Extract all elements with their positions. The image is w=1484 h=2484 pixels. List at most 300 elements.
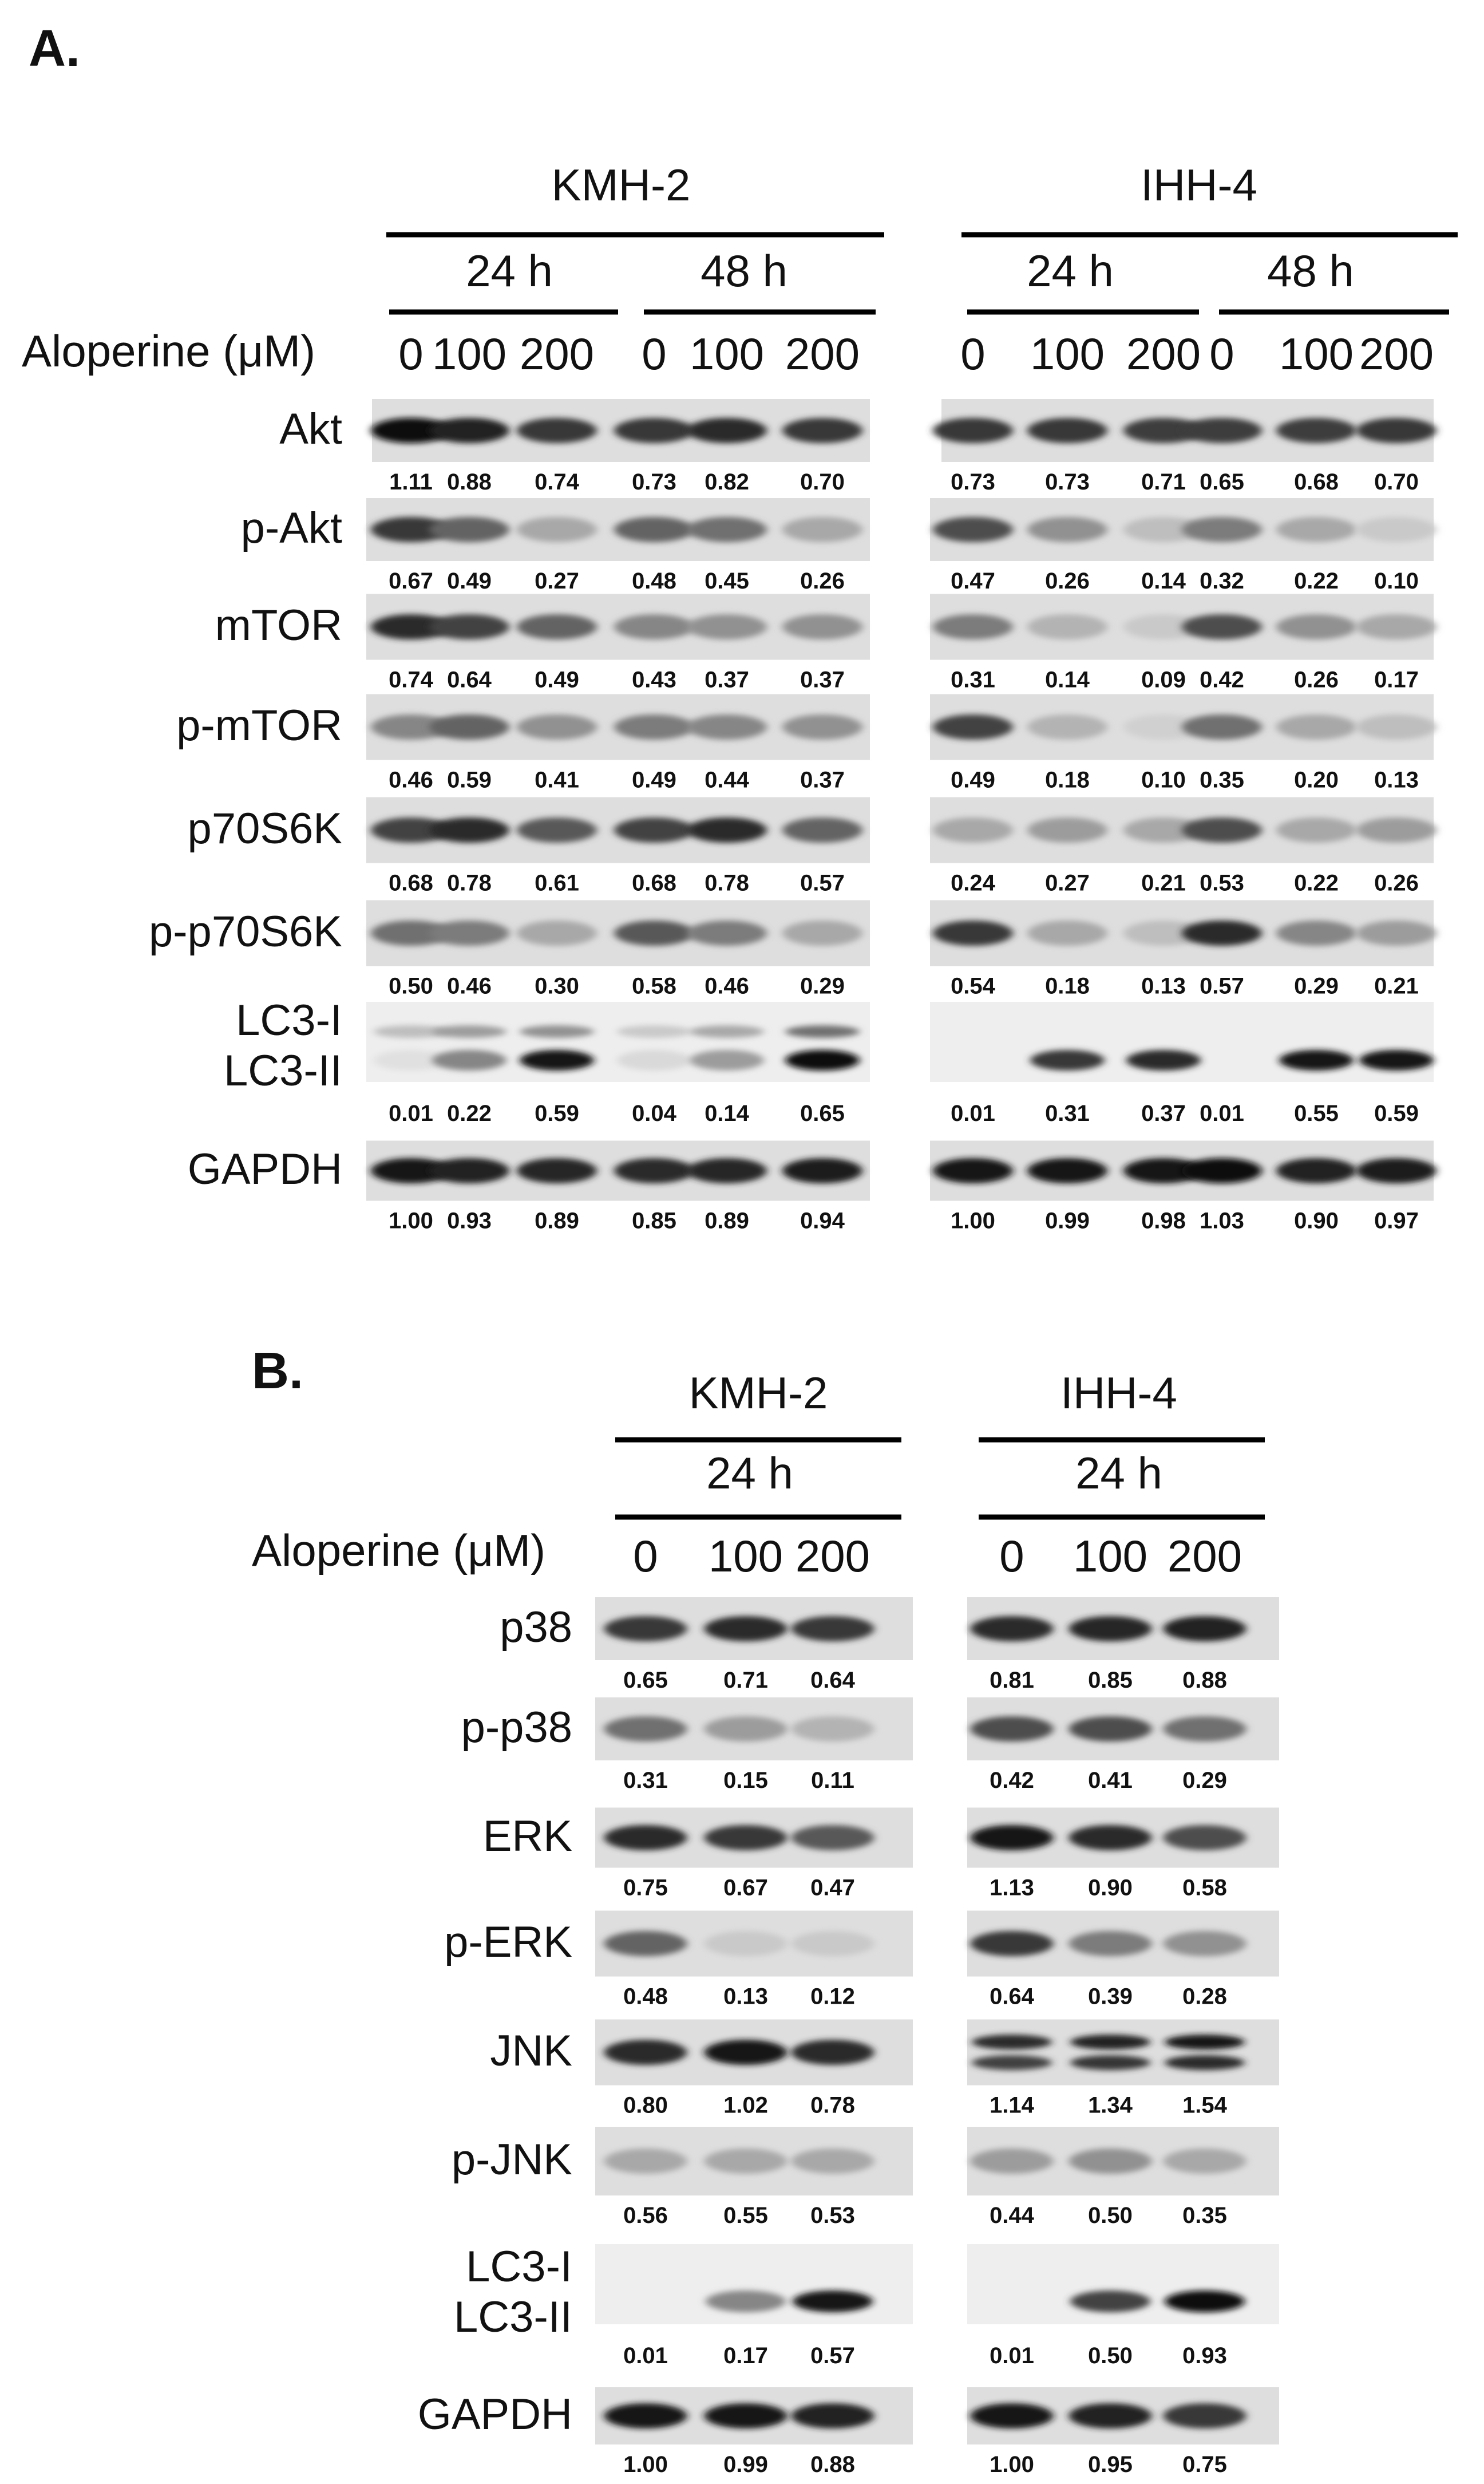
densitometry-value: 0.24 bbox=[951, 870, 995, 896]
densitometry-value: 0.37 bbox=[705, 667, 749, 693]
densitometry-value: 0.93 bbox=[447, 1208, 492, 1234]
densitometry-value: 0.26 bbox=[1045, 568, 1090, 594]
densitometry-value: 0.20 bbox=[1294, 767, 1339, 793]
densitometry-value: 0.55 bbox=[723, 2203, 768, 2228]
band bbox=[1276, 614, 1356, 639]
band bbox=[687, 614, 767, 639]
densitometry-value: 0.29 bbox=[1182, 1768, 1227, 1793]
densitometry-value: 0.47 bbox=[951, 568, 995, 594]
densitometry-value: 0.21 bbox=[1374, 973, 1419, 999]
band bbox=[1164, 1616, 1246, 1641]
lc3-label: LC3-I bbox=[236, 996, 342, 1045]
densitometry-value: 0.45 bbox=[705, 568, 749, 594]
band bbox=[1276, 418, 1356, 443]
protein-label-p-p70s6k: p-p70S6K bbox=[148, 907, 342, 956]
band bbox=[1356, 818, 1436, 843]
band bbox=[1027, 418, 1107, 443]
protein-label-mtor: mTOR bbox=[215, 601, 342, 650]
band bbox=[614, 418, 694, 443]
densitometry-value: 0.70 bbox=[1374, 469, 1419, 495]
band bbox=[1069, 1931, 1152, 1956]
densitometry-value: 0.90 bbox=[1088, 1875, 1133, 1901]
dose-label: 100 bbox=[689, 329, 765, 379]
densitometry-value: 0.80 bbox=[623, 2092, 668, 2118]
protein-label-p-jnk: p-JNK bbox=[451, 2135, 572, 2184]
band bbox=[604, 1616, 687, 1641]
densitometry-value: 0.13 bbox=[723, 1984, 768, 2009]
band-lc3-i bbox=[520, 1025, 594, 1038]
densitometry-value: 0.48 bbox=[623, 1984, 668, 2009]
densitometry-value: 0.48 bbox=[632, 568, 676, 594]
densitometry-value: 0.78 bbox=[705, 870, 749, 896]
band bbox=[1164, 1825, 1246, 1850]
densitometry-value: 0.18 bbox=[1045, 973, 1090, 999]
band bbox=[782, 517, 862, 542]
densitometry-value: 0.64 bbox=[810, 1668, 855, 1693]
band bbox=[604, 2149, 687, 2174]
band bbox=[792, 2403, 874, 2428]
band bbox=[1027, 614, 1107, 639]
dose-label: 200 bbox=[1126, 329, 1201, 379]
densitometry-value: 1.34 bbox=[1088, 2092, 1133, 2118]
densitometry-value: 0.37 bbox=[800, 767, 845, 793]
timepoint-24h: 24 h bbox=[706, 1448, 793, 1498]
densitometry-value: 0.93 bbox=[1182, 2343, 1227, 2368]
protein-label-jnk: JNK bbox=[490, 2027, 572, 2075]
densitometry-value: 0.81 bbox=[990, 1668, 1034, 1693]
band bbox=[792, 1825, 874, 1850]
densitometry-value: 0.17 bbox=[1374, 667, 1419, 693]
band bbox=[972, 2035, 1052, 2049]
densitometry-value: 0.39 bbox=[1088, 1984, 1133, 2009]
densitometry-value: 0.59 bbox=[1374, 1101, 1419, 1126]
band bbox=[687, 714, 767, 740]
band bbox=[429, 1158, 509, 1183]
band bbox=[687, 418, 767, 443]
densitometry-value: 0.73 bbox=[632, 469, 676, 495]
densitometry-value: 0.46 bbox=[705, 973, 749, 999]
densitometry-value: 0.46 bbox=[447, 973, 492, 999]
densitometry-value: 0.54 bbox=[951, 973, 995, 999]
densitometry-value: 1.03 bbox=[1200, 1208, 1244, 1234]
densitometry-value: 0.90 bbox=[1294, 1208, 1339, 1234]
densitometry-value: 0.18 bbox=[1045, 767, 1090, 793]
densitometry-value: 0.99 bbox=[723, 2452, 768, 2477]
protein-label-akt: Akt bbox=[279, 405, 342, 453]
protein-label-p38: p38 bbox=[500, 1603, 572, 1652]
densitometry-value: 0.12 bbox=[810, 1984, 855, 2009]
densitometry-value: 0.89 bbox=[535, 1208, 579, 1234]
densitometry-value: 0.65 bbox=[623, 1668, 668, 1693]
densitometry-value: 0.78 bbox=[810, 2092, 855, 2118]
band bbox=[687, 517, 767, 542]
band bbox=[1356, 714, 1436, 740]
densitometry-value: 0.95 bbox=[1088, 2452, 1133, 2477]
densitometry-value: 1.00 bbox=[623, 2452, 668, 2477]
densitometry-value: 0.88 bbox=[447, 469, 492, 495]
band bbox=[517, 614, 597, 639]
band bbox=[782, 1158, 862, 1183]
band bbox=[1182, 714, 1262, 740]
dose-label: 0 bbox=[398, 329, 424, 379]
densitometry-value: 1.00 bbox=[990, 2452, 1034, 2477]
densitometry-value: 0.42 bbox=[1200, 667, 1244, 693]
densitometry-value: 0.26 bbox=[1294, 667, 1339, 693]
densitometry-value: 0.50 bbox=[1088, 2203, 1133, 2228]
band bbox=[971, 1716, 1054, 1741]
dose-label: 0 bbox=[999, 1531, 1024, 1581]
band bbox=[971, 1825, 1054, 1850]
band bbox=[1027, 517, 1107, 542]
band bbox=[933, 418, 1013, 443]
protein-label-p-erk: p-ERK bbox=[444, 1918, 572, 1966]
densitometry-value: 0.57 bbox=[1200, 973, 1244, 999]
band bbox=[429, 614, 509, 639]
densitometry-value: 0.49 bbox=[951, 767, 995, 793]
protein-label-p-mtor: p-mTOR bbox=[176, 701, 342, 750]
densitometry-value: 0.46 bbox=[389, 767, 433, 793]
densitometry-value: 0.37 bbox=[800, 667, 845, 693]
band bbox=[1069, 2403, 1152, 2428]
band-lc3-i bbox=[690, 1025, 764, 1038]
cell-line-kmh2: KMH-2 bbox=[551, 160, 691, 210]
band bbox=[517, 921, 597, 946]
band bbox=[1276, 921, 1356, 946]
band-lc3-ii bbox=[520, 1050, 594, 1071]
densitometry-value: 0.04 bbox=[632, 1101, 676, 1126]
densitometry-value: 1.13 bbox=[990, 1875, 1034, 1901]
band bbox=[792, 2149, 874, 2174]
band bbox=[1027, 921, 1107, 946]
densitometry-value: 0.01 bbox=[990, 2343, 1034, 2368]
blot-strip bbox=[967, 2244, 1279, 2324]
densitometry-value: 0.50 bbox=[1088, 2343, 1133, 2368]
densitometry-value: 0.98 bbox=[1141, 1208, 1186, 1234]
densitometry-value: 1.00 bbox=[951, 1208, 995, 1234]
densitometry-value: 0.31 bbox=[1045, 1101, 1090, 1126]
densitometry-value: 0.15 bbox=[723, 1768, 768, 1793]
band bbox=[517, 517, 597, 542]
band-lc3-ii bbox=[1165, 2291, 1245, 2312]
dose-label: 200 bbox=[785, 329, 860, 379]
band bbox=[1356, 418, 1436, 443]
band-lc3-ii bbox=[617, 1050, 691, 1071]
densitometry-value: 0.43 bbox=[632, 667, 676, 693]
densitometry-value: 0.59 bbox=[447, 767, 492, 793]
densitometry-value: 0.99 bbox=[1045, 1208, 1090, 1234]
band bbox=[782, 818, 862, 843]
densitometry-value: 0.27 bbox=[535, 568, 579, 594]
densitometry-value: 0.09 bbox=[1141, 667, 1186, 693]
band-lc3-ii bbox=[1359, 1050, 1434, 1071]
densitometry-value: 0.57 bbox=[810, 2343, 855, 2368]
band-lc3-ii bbox=[1070, 2291, 1150, 2312]
band bbox=[1182, 818, 1262, 843]
band bbox=[1164, 2149, 1246, 2174]
band bbox=[971, 2403, 1054, 2428]
band bbox=[1027, 818, 1107, 843]
densitometry-value: 0.22 bbox=[1294, 870, 1339, 896]
band bbox=[517, 714, 597, 740]
band bbox=[1356, 614, 1436, 639]
densitometry-value: 0.10 bbox=[1374, 568, 1419, 594]
densitometry-value: 0.21 bbox=[1141, 870, 1186, 896]
densitometry-value: 0.67 bbox=[723, 1875, 768, 1901]
band-lc3-i bbox=[617, 1025, 691, 1038]
dose-label: 0 bbox=[960, 329, 986, 379]
protein-label-gapdh: GAPDH bbox=[417, 2390, 572, 2439]
band bbox=[1276, 714, 1356, 740]
band bbox=[782, 921, 862, 946]
densitometry-value: 0.29 bbox=[800, 973, 845, 999]
densitometry-value: 0.10 bbox=[1141, 767, 1186, 793]
band bbox=[1069, 1716, 1152, 1741]
densitometry-value: 0.85 bbox=[632, 1208, 676, 1234]
densitometry-value: 0.61 bbox=[535, 870, 579, 896]
band bbox=[1182, 418, 1262, 443]
band bbox=[705, 1716, 787, 1741]
densitometry-value: 0.01 bbox=[1200, 1101, 1244, 1126]
densitometry-value: 0.30 bbox=[535, 973, 579, 999]
lc3-label: LC3-I bbox=[466, 2242, 572, 2291]
band bbox=[1356, 517, 1436, 542]
blot-strip bbox=[967, 2020, 1279, 2086]
densitometry-value: 1.54 bbox=[1182, 2092, 1227, 2118]
band bbox=[614, 921, 694, 946]
band bbox=[792, 1931, 874, 1956]
band bbox=[971, 1931, 1054, 1956]
densitometry-value: 0.31 bbox=[951, 667, 995, 693]
densitometry-value: 0.82 bbox=[705, 469, 749, 495]
band bbox=[1069, 1616, 1152, 1641]
densitometry-value: 1.02 bbox=[723, 2092, 768, 2118]
densitometry-value: 0.11 bbox=[811, 1768, 854, 1793]
band bbox=[1356, 921, 1436, 946]
band bbox=[1027, 1158, 1107, 1183]
densitometry-value: 0.37 bbox=[1141, 1101, 1186, 1126]
band bbox=[705, 2040, 787, 2065]
densitometry-value: 0.28 bbox=[1182, 1984, 1227, 2009]
band bbox=[614, 614, 694, 639]
dose-label: 0 bbox=[642, 329, 667, 379]
band bbox=[933, 517, 1013, 542]
densitometry-value: 1.14 bbox=[990, 2092, 1034, 2118]
band bbox=[705, 2403, 787, 2428]
band bbox=[705, 1616, 787, 1641]
dose-label: 100 bbox=[1030, 329, 1105, 379]
densitometry-value: 0.94 bbox=[800, 1208, 845, 1234]
dose-label: 200 bbox=[1167, 1531, 1242, 1581]
band-lc3-ii bbox=[432, 1050, 506, 1071]
band bbox=[614, 818, 694, 843]
densitometry-value: 0.41 bbox=[1088, 1768, 1133, 1793]
densitometry-value: 0.67 bbox=[389, 568, 433, 594]
band bbox=[614, 1158, 694, 1183]
densitometry-value: 0.68 bbox=[1294, 469, 1339, 495]
densitometry-value: 0.01 bbox=[389, 1101, 433, 1126]
band bbox=[792, 2040, 874, 2065]
band bbox=[1164, 1931, 1246, 1956]
densitometry-value: 0.85 bbox=[1088, 1668, 1133, 1693]
densitometry-value: 1.11 bbox=[389, 469, 433, 495]
lc3-ii-label: LC3-II bbox=[454, 2293, 572, 2341]
band bbox=[1164, 1716, 1246, 1741]
densitometry-value: 0.53 bbox=[810, 2203, 855, 2228]
band bbox=[971, 2149, 1054, 2174]
band bbox=[604, 2403, 687, 2428]
band-lc3-ii bbox=[793, 2291, 873, 2312]
densitometry-value: 1.00 bbox=[389, 1208, 433, 1234]
densitometry-value: 0.74 bbox=[535, 469, 579, 495]
densitometry-value: 0.32 bbox=[1200, 568, 1244, 594]
band bbox=[517, 818, 597, 843]
densitometry-value: 0.47 bbox=[810, 1875, 855, 1901]
densitometry-value: 0.01 bbox=[623, 2343, 668, 2368]
band-lc3-ii bbox=[785, 1050, 860, 1071]
densitometry-value: 0.44 bbox=[705, 767, 749, 793]
band bbox=[705, 1931, 787, 1956]
densitometry-value: 0.73 bbox=[1045, 469, 1090, 495]
densitometry-value: 0.74 bbox=[389, 667, 433, 693]
treatment-label: Aloperine (μM) bbox=[252, 1525, 546, 1575]
densitometry-value: 0.49 bbox=[447, 568, 492, 594]
blot-strip bbox=[366, 1002, 870, 1082]
band bbox=[614, 517, 694, 542]
densitometry-value: 0.73 bbox=[951, 469, 995, 495]
band bbox=[782, 418, 862, 443]
cell-line-kmh2: KMH-2 bbox=[688, 1368, 828, 1418]
densitometry-value: 0.89 bbox=[705, 1208, 749, 1234]
band bbox=[1276, 1158, 1356, 1183]
protein-label-p-akt: p-Akt bbox=[240, 504, 342, 552]
densitometry-value: 0.68 bbox=[389, 870, 433, 896]
densitometry-value: 0.41 bbox=[535, 767, 579, 793]
band bbox=[933, 614, 1013, 639]
dose-label: 100 bbox=[1279, 329, 1354, 379]
densitometry-value: 0.64 bbox=[447, 667, 492, 693]
band bbox=[1182, 614, 1262, 639]
densitometry-value: 0.58 bbox=[632, 973, 676, 999]
protein-label-gapdh: GAPDH bbox=[187, 1145, 342, 1194]
band bbox=[517, 1158, 597, 1183]
dose-label: 0 bbox=[1209, 329, 1234, 379]
band bbox=[971, 1616, 1054, 1641]
densitometry-value: 0.55 bbox=[1294, 1101, 1339, 1126]
densitometry-value: 0.22 bbox=[1294, 568, 1339, 594]
densitometry-value: 0.75 bbox=[1182, 2452, 1227, 2477]
band bbox=[1027, 714, 1107, 740]
band-lc3-ii bbox=[706, 2291, 786, 2312]
protein-label-p70s6k: p70S6K bbox=[187, 804, 342, 853]
band bbox=[792, 1716, 874, 1741]
timepoint-48h: 48 h bbox=[1267, 246, 1354, 296]
timepoint-24h: 24 h bbox=[1075, 1448, 1162, 1498]
band bbox=[687, 818, 767, 843]
densitometry-value: 0.65 bbox=[1200, 469, 1244, 495]
band bbox=[687, 921, 767, 946]
band bbox=[1165, 2035, 1245, 2049]
band-lc3-i bbox=[785, 1025, 860, 1038]
densitometry-value: 0.31 bbox=[623, 1768, 668, 1793]
densitometry-value: 0.22 bbox=[447, 1101, 492, 1126]
band bbox=[705, 1825, 787, 1850]
band bbox=[1182, 517, 1262, 542]
densitometry-value: 0.65 bbox=[800, 1101, 845, 1126]
blot-strip bbox=[930, 1002, 1434, 1082]
band bbox=[429, 818, 509, 843]
cell-line-ihh4: IHH-4 bbox=[1141, 160, 1257, 210]
band bbox=[1164, 2403, 1246, 2428]
band bbox=[517, 418, 597, 443]
band bbox=[429, 418, 509, 443]
densitometry-value: 0.53 bbox=[1200, 870, 1244, 896]
densitometry-value: 0.14 bbox=[1141, 568, 1186, 594]
band bbox=[782, 714, 862, 740]
band bbox=[933, 1158, 1013, 1183]
band bbox=[1276, 517, 1356, 542]
band bbox=[1070, 2035, 1150, 2049]
densitometry-value: 0.14 bbox=[705, 1101, 749, 1126]
densitometry-value: 0.26 bbox=[1374, 870, 1419, 896]
band bbox=[1070, 2055, 1150, 2070]
timepoint-48h: 48 h bbox=[701, 246, 787, 296]
band bbox=[933, 714, 1013, 740]
densitometry-value: 0.13 bbox=[1374, 767, 1419, 793]
band bbox=[1165, 2055, 1245, 2070]
band bbox=[1069, 1825, 1152, 1850]
densitometry-value: 0.59 bbox=[535, 1101, 579, 1126]
densitometry-value: 0.14 bbox=[1045, 667, 1090, 693]
band bbox=[933, 921, 1013, 946]
band-lc3-ii bbox=[1279, 1050, 1354, 1071]
densitometry-value: 0.44 bbox=[990, 2203, 1034, 2228]
band bbox=[1182, 921, 1262, 946]
dose-label: 200 bbox=[795, 1531, 870, 1581]
band-lc3-ii bbox=[1030, 1050, 1105, 1071]
band bbox=[604, 1931, 687, 1956]
densitometry-value: 0.71 bbox=[723, 1668, 768, 1693]
band bbox=[1069, 2149, 1152, 2174]
band bbox=[429, 921, 509, 946]
band bbox=[1276, 818, 1356, 843]
densitometry-value: 0.26 bbox=[800, 568, 845, 594]
band-lc3-ii bbox=[1126, 1050, 1201, 1071]
band bbox=[933, 818, 1013, 843]
densitometry-value: 0.71 bbox=[1141, 469, 1186, 495]
protein-label-erk: ERK bbox=[482, 1812, 572, 1861]
band bbox=[604, 1825, 687, 1850]
densitometry-value: 0.64 bbox=[990, 1984, 1034, 2009]
dose-label: 200 bbox=[1359, 329, 1434, 379]
densitometry-value: 0.88 bbox=[810, 2452, 855, 2477]
densitometry-value: 0.35 bbox=[1182, 2203, 1227, 2228]
densitometry-value: 0.29 bbox=[1294, 973, 1339, 999]
band bbox=[614, 714, 694, 740]
band bbox=[429, 517, 509, 542]
densitometry-value: 0.58 bbox=[1182, 1875, 1227, 1901]
dose-label: 100 bbox=[432, 329, 507, 379]
band bbox=[705, 2149, 787, 2174]
densitometry-value: 0.78 bbox=[447, 870, 492, 896]
band bbox=[782, 614, 862, 639]
dose-label: 100 bbox=[1073, 1531, 1148, 1581]
densitometry-value: 0.50 bbox=[389, 973, 433, 999]
densitometry-value: 0.70 bbox=[800, 469, 845, 495]
blot-strip bbox=[595, 2244, 913, 2324]
band-lc3-ii bbox=[690, 1050, 764, 1071]
densitometry-value: 0.68 bbox=[632, 870, 676, 896]
densitometry-value: 0.75 bbox=[623, 1875, 668, 1901]
